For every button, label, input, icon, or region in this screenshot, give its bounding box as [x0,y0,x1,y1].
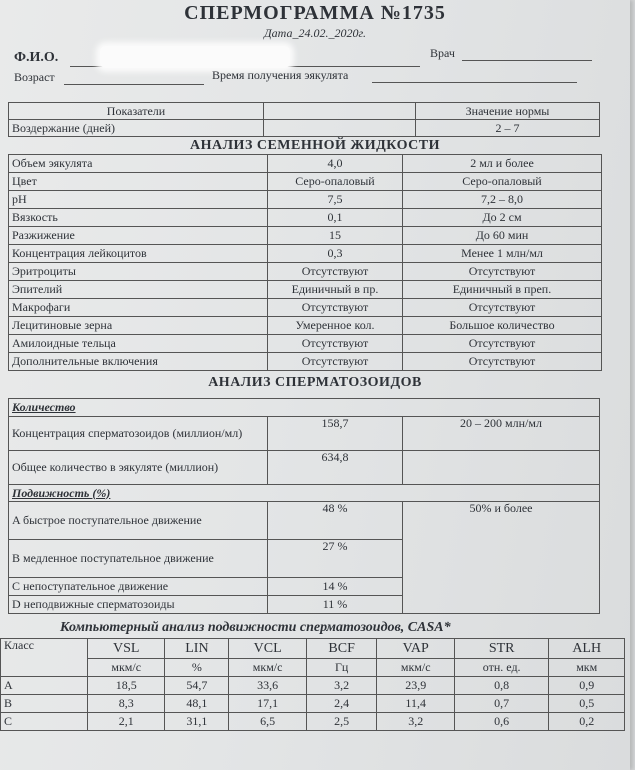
sperm-section-title: АНАЛИЗ СПЕРМАТОЗОИДОВ [208,375,422,390]
fluid-table [8,154,602,371]
casa-value: 2,5 [306,713,377,731]
casa-value: 0,6 [454,713,549,731]
casa-class: A [1,677,88,695]
casa-col-name: LIN [165,639,229,659]
abstinence-table [8,102,600,137]
fluid-row [9,299,602,317]
fluid-param-value: 15 [268,227,403,245]
casa-col-name: VCL [229,639,306,659]
motility-d-label: D неподвижные сперматозоиды [9,596,268,614]
time-label: Время получения эякулята [212,68,349,82]
motility-c-label: C непоступательное движение [9,578,268,596]
fluid-param-norm: Менее 1 млн/мл [403,245,602,263]
quantity-label: Количество [9,399,600,417]
fluid-param-name: Эпителий [9,281,268,299]
fluid-param-value: 0,1 [268,209,403,227]
fluid-param-name: pH [9,191,268,209]
casa-value: 48,1 [165,695,229,713]
casa-value: 3,2 [377,713,454,731]
redacted-name [100,46,290,68]
indicator-header: Показатели [9,103,264,120]
fluid-param-name: Амилоидные тельца [9,335,268,353]
fluid-section-title: АНАЛИЗ СЕМЕННОЙ ЖИДКОСТИ [190,138,440,153]
casa-value: 11,4 [377,695,454,713]
fluid-param-value: 4,0 [268,155,403,173]
fluid-param-value: Отсутствуют [268,299,403,317]
motility-a-value: 48 % [268,502,403,540]
fluid-row [9,263,602,281]
fluid-param-name: Макрофаги [9,299,268,317]
casa-value: 54,7 [165,677,229,695]
motility-d-value: 11 % [268,596,403,614]
motility-a-label: A быстрое поступательное движение [9,502,268,540]
fluid-row [9,335,602,353]
fluid-param-value: Отсутствуют [268,335,403,353]
casa-class: C [1,713,88,731]
total-label: Общее количество в эякуляте (миллион) [9,451,268,485]
fluid-param-norm: Единичный в преп. [403,281,602,299]
casa-value: 8,3 [88,695,165,713]
fluid-param-norm: Большое количество [403,317,602,335]
casa-value: 0,7 [454,695,549,713]
fluid-param-name: Лецитиновые зерна [9,317,268,335]
fluid-param-norm: До 60 мин [403,227,602,245]
sperm-table [8,398,600,614]
age-line [64,84,204,85]
fluid-row [9,209,602,227]
age-label: Возраст [14,70,55,84]
casa-title: Компьютерный анализ подвижности сперматозоидов, CASA* [60,620,451,635]
fluid-row [9,173,602,191]
casa-col-unit: отн. ед. [454,659,549,677]
document-title: СПЕРМОГРАММА №1735 [184,2,446,24]
fluid-row [9,353,602,371]
concentration-norm: 20 – 200 млн/мл [403,417,600,451]
casa-value: 18,5 [88,677,165,695]
motility-label: Подвижность (%) [9,485,600,502]
fluid-param-name: Вязкость [9,209,268,227]
document-date: Дата_24.02._2020г. [264,26,366,40]
casa-col-unit: Гц [306,659,377,677]
casa-col-unit: мкм/с [377,659,454,677]
fluid-param-value: Отсутствуют [268,353,403,371]
doctor-line [462,60,592,61]
abstinence-label: Воздержание (дней) [9,120,264,137]
casa-row [1,677,625,695]
casa-value: 23,9 [377,677,454,695]
casa-value: 31,1 [165,713,229,731]
fluid-param-norm: 2 мл и более [403,155,602,173]
casa-col-unit: мкм [549,659,625,677]
casa-class: B [1,695,88,713]
fluid-row [9,227,602,245]
casa-value: 2,1 [88,713,165,731]
casa-col-name: BCF [306,639,377,659]
fluid-param-name: Эритроциты [9,263,268,281]
concentration-label: Концентрация сперматозоидов (миллион/мл) [9,417,268,451]
casa-col-unit: % [165,659,229,677]
fluid-param-name: Объем эякулята [9,155,268,173]
fluid-param-value: Единичный в пр. [268,281,403,299]
motility-b-label: B медленное поступательное движение [9,540,268,578]
fluid-param-value: Отсутствуют [268,263,403,281]
casa-value: 0,9 [549,677,625,695]
casa-col-unit: мкм/с [229,659,306,677]
motility-b-value: 27 % [268,540,403,578]
fluid-param-norm: Отсутствуют [403,263,602,281]
casa-col-unit: мкм/с [88,659,165,677]
concentration-value: 158,7 [268,417,403,451]
casa-value: 6,5 [229,713,306,731]
casa-unit-row [1,659,625,677]
fluid-param-name: Разжижение [9,227,268,245]
fluid-param-norm: Отсутствуют [403,299,602,317]
doctor-label: Врач [430,46,455,60]
total-value: 634,8 [268,451,403,485]
casa-class-header: Класс [1,639,88,677]
fluid-param-name: Цвет [9,173,268,191]
fluid-row [9,317,602,335]
fluid-param-norm: 7,2 – 8,0 [403,191,602,209]
casa-value: 2,4 [306,695,377,713]
casa-value: 17,1 [229,695,306,713]
fluid-param-value: 7,5 [268,191,403,209]
fluid-param-norm: Серо-опаловый [403,173,602,191]
casa-col-name: VSL [88,639,165,659]
fluid-row [9,281,602,299]
casa-header-row [1,639,625,659]
casa-value: 33,6 [229,677,306,695]
casa-col-name: STR [454,639,549,659]
norm-header: Значение нормы [416,103,600,120]
motility-c-value: 14 % [268,578,403,596]
casa-row [1,713,625,731]
fluid-row [9,245,602,263]
fluid-param-norm: Отсутствуют [403,335,602,353]
casa-value: 0,8 [454,677,549,695]
fluid-param-value: 0,3 [268,245,403,263]
fluid-row [9,191,602,209]
fluid-param-value: Умеренное кол. [268,317,403,335]
fluid-param-name: Концентрация лейкоцитов [9,245,268,263]
casa-table [0,638,625,731]
fluid-row [9,155,602,173]
motility-norm: 50% и более [403,502,600,614]
casa-row [1,695,625,713]
fluid-param-norm: До 2 см [403,209,602,227]
casa-col-name: ALH [549,639,625,659]
time-line [372,82,577,83]
fluid-param-norm: Отсутствуют [403,353,602,371]
casa-value: 3,2 [306,677,377,695]
casa-col-name: VAP [377,639,454,659]
abstinence-norm: 2 – 7 [416,120,600,137]
fio-label: Ф.И.О. [14,50,59,65]
fluid-param-name: Дополнительные включения [9,353,268,371]
casa-value: 0,5 [549,695,625,713]
fluid-param-value: Серо-опаловый [268,173,403,191]
casa-value: 0,2 [549,713,625,731]
